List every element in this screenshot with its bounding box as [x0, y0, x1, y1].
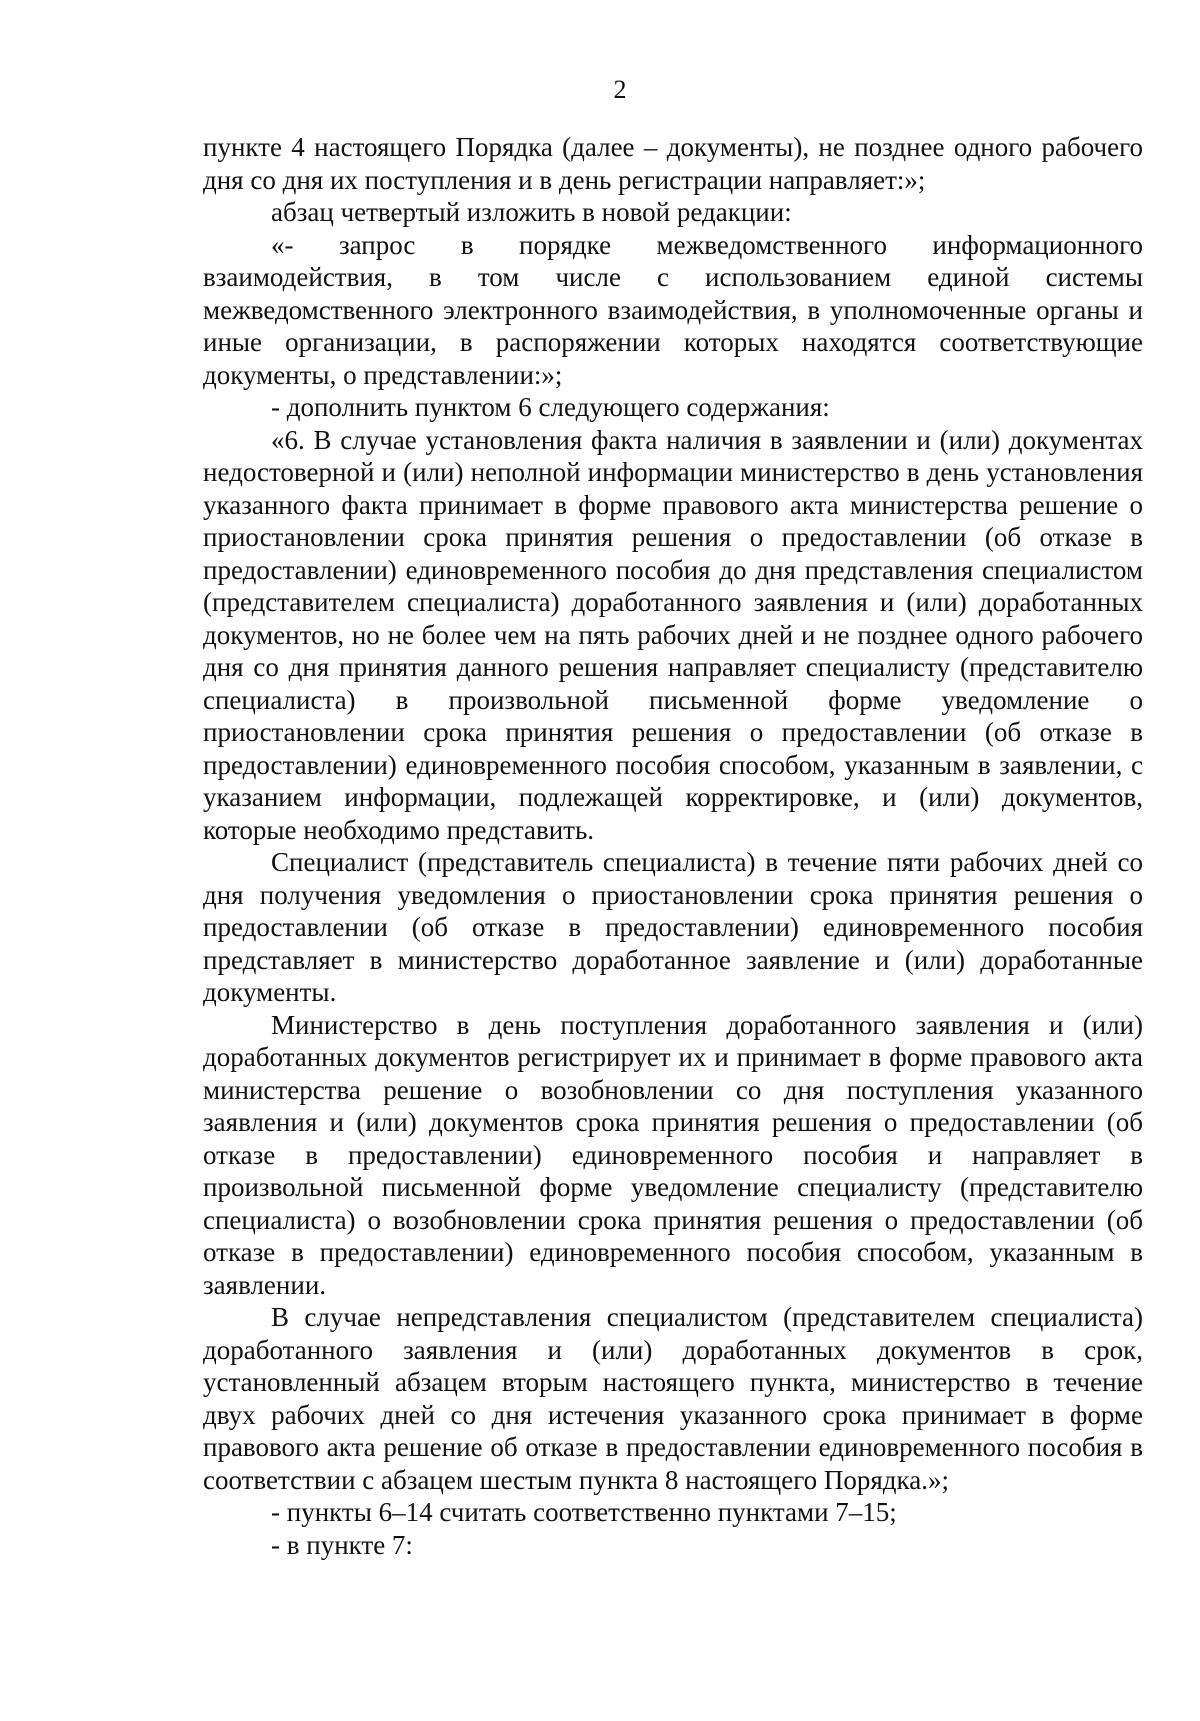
paragraph-new-abzac-4: «- запрос в порядке межведомственного информационного взаимодействия, в том числе с использованием единой системы межведомственного электронного взаимодействия, в уполномоченные органы и иные организации, в распоряжении которых находятся соответствующие документы, о представлении:»;	[203, 229, 1143, 390]
paragraph-specialist-deadline: Специалист (представитель специалиста) в течение пяти рабочих дней со дня получения уведомления о приостановлении срока принятия решения о предоставлении (об отказе в предоставлении) единовременного пособия представляет в министерство доработанное заявление и (или) доработанные документы.	[203, 847, 1143, 1007]
paragraph-point-6: «6. В случае установления факта наличия в заявлении и (или) документах недостоверной и (или) неполной информации министерство в день установления указанного факта принимает в форме правового акта министерства решение о приостановлении срока принятия решения о предоставлении (об отказе в предоставлении) единовременного пособия до дня представления специалистом (представителем специалиста) доработанного заявления и (или) доработанных документов, но не более чем на пять рабочих дней и не позднее одного рабочего дня со дня принятия данного решения направляет специалисту (представителю специалиста) в произвольной письменной форме уведомление о приостановлении срока принятия решения о предоставлении (об отказе в предоставлении) единовременного пособия способом, указанным в заявлении, с указанием информации, подлежащей корректировке, и (или) документов, которые необходимо представить.	[203, 424, 1143, 845]
paragraph-instruction-abzac-4: абзац четвертый изложить в новой редакции:	[271, 197, 792, 227]
page-number: 2	[613, 75, 627, 104]
paragraph-refusal-case: В случае непредставления специалистом (представителем специалиста) доработанного заявления и (или) доработанных документов в срок, установленный абзацем вторым настоящего пункта, министерство в течение двух рабочих дней со дня истечения указанного срока принимает в форме правового акта решение об отказе в предоставлении единовременного пособия в соответствии с абзацем шестым пункта 8 настоящего Порядка.»;	[203, 1302, 1143, 1495]
paragraph-instruction-add-point-6: - дополнить пунктом 6 следующего содержания:	[271, 392, 830, 422]
paragraph-renumbering: - пункты 6–14 считать соответственно пунктами 7–15;	[271, 1497, 897, 1527]
paragraph-point-7-intro: - в пункте 7:	[271, 1529, 413, 1560]
paragraph-continuation: пункте 4 настоящего Порядка (далее – документы), не позднее одного рабочего дня со дня их поступления и в день регистрации направляет:»;	[203, 132, 1143, 195]
document-body	[203, 131, 1143, 1561]
paragraph-ministry-resumption: Министерство в день поступления доработанного заявления и (или) доработанных документов регистрирует их и принимает в форме правового акта министерства решение о возобновлении со дня поступления указанного заявления и (или) документов срока принятия решения о предоставлении (об отказе в предоставлении) единовременного пособия и направляет в произвольной письменной форме уведомление специалисту (представителю специалиста) о возобновлении срока принятия решения о предоставлении (об отказе в предоставлении) единовременного пособия способом, указанным в заявлении.	[203, 1009, 1143, 1300]
